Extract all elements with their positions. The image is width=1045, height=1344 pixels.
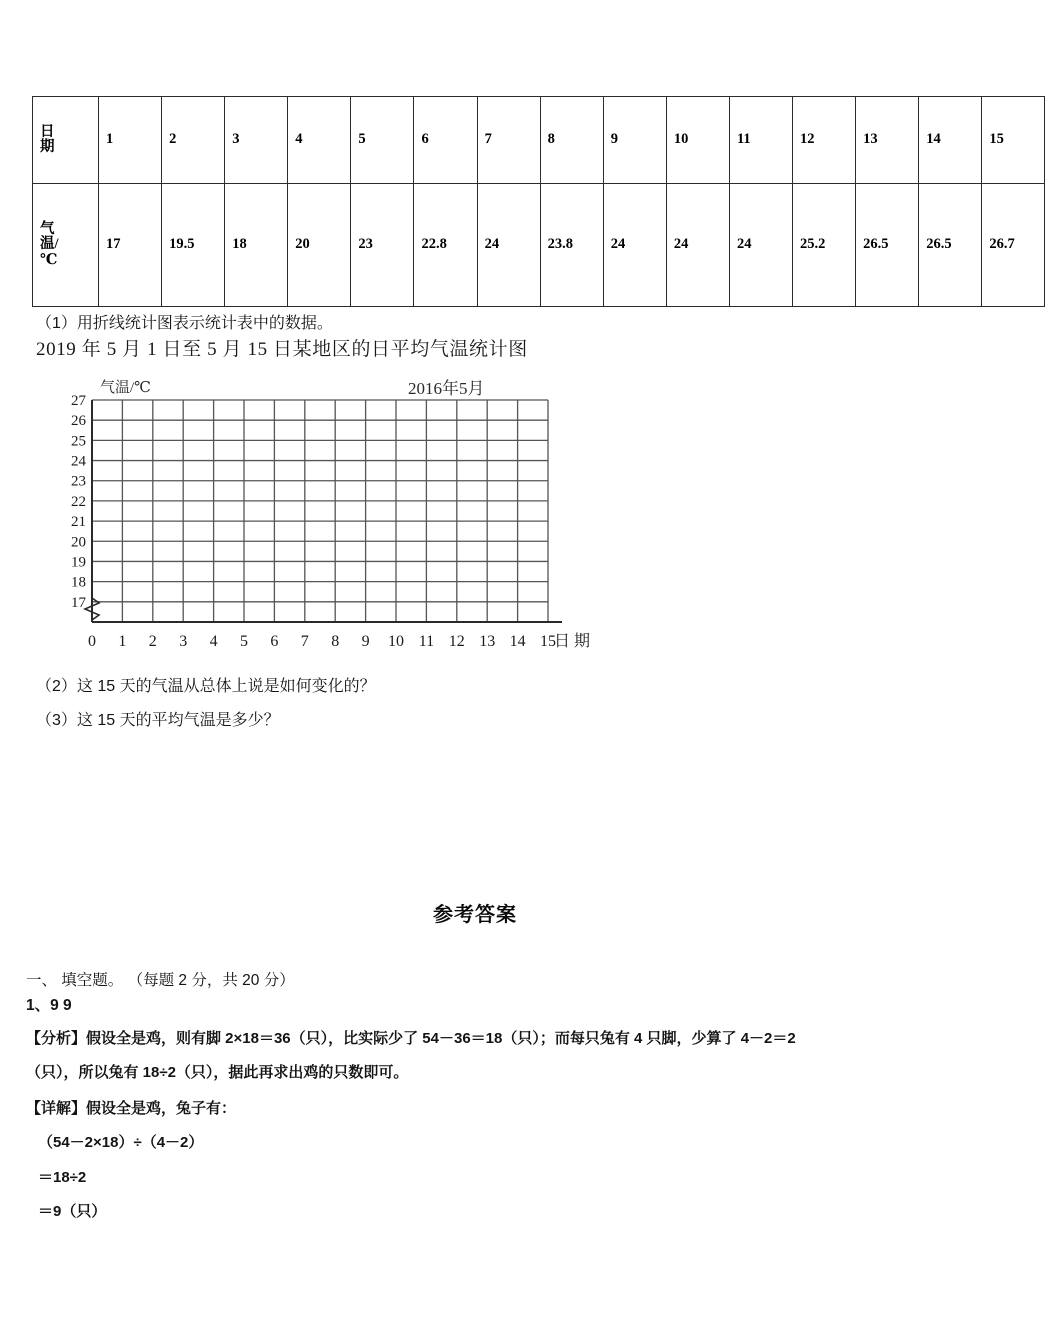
table-cell-temp: 24 [729, 184, 792, 307]
answer-section-title: 一、 填空题。 （每题 2 分，共 20 分） [26, 972, 295, 989]
table-cell-date: 6 [414, 97, 477, 184]
chart-y-tick: 23 [71, 473, 86, 490]
answer-detail-line-3: ＝9（只） [38, 1203, 107, 1220]
chart-y-tick: 26 [71, 413, 86, 430]
table-cell-date: 10 [666, 97, 729, 184]
table-cell-date: 14 [919, 97, 982, 184]
statistics-table-wrapper [32, 96, 1015, 307]
table-cell-temp: 23.8 [540, 184, 603, 307]
table-cell-temp: 24 [477, 184, 540, 307]
chart-x-tick: 14 [509, 633, 526, 650]
row-header-date-char-2: 期 [40, 139, 55, 155]
chart-x-tick: 4 [209, 633, 218, 650]
answer-analysis-line-2: （只），所以兔有 18÷2（只），据此再求出鸡的只数即可。 [26, 1064, 409, 1081]
chart-x-tick: 13 [479, 633, 496, 650]
line-chart-grid [52, 372, 592, 657]
chart-x-tick: 2 [148, 633, 157, 650]
table-cell-date: 13 [856, 97, 919, 184]
chart-y-tick: 21 [71, 514, 86, 531]
table-cell-date: 15 [982, 97, 1045, 184]
table-cell-date: 12 [793, 97, 856, 184]
chart-x-tick: 10 [388, 633, 404, 650]
table-cell-temp: 22.8 [414, 184, 477, 307]
answer-item-1: 1、9 9 [26, 997, 72, 1014]
table-cell-date: 3 [225, 97, 288, 184]
question-2-text: （2）这 15 天的气温从总体上说是如何变化的？ [36, 678, 376, 695]
table-cell-date: 5 [351, 97, 414, 184]
chart-x-tick: 11 [418, 633, 435, 650]
chart-x-tick: 12 [448, 633, 465, 650]
chart-x-tick: 9 [361, 633, 370, 650]
table-cell-temp: 24 [666, 184, 729, 307]
table-cell-temp: 23 [351, 184, 414, 307]
chart-x-tick-labels [88, 633, 556, 650]
table-cell-temp: 18 [225, 184, 288, 307]
table-cell-date: 8 [540, 97, 603, 184]
chart-gridlines [92, 400, 548, 622]
answer-detail-line-1: （54－2×18）÷（4－2） [38, 1134, 204, 1151]
table-cell-temp: 24 [603, 184, 666, 307]
table-cell-temp: 20 [288, 184, 351, 307]
question-1-text: （1）用折线统计图表示统计表中的数据。 [36, 315, 333, 332]
chart-x-tick: 8 [331, 633, 340, 650]
table-cell-temp: 19.5 [162, 184, 225, 307]
table-cell-date: 11 [729, 97, 792, 184]
row-header-date-char-1: 日 [40, 123, 55, 140]
table-cell-temp: 26.7 [982, 184, 1045, 307]
table-cell-temp: 17 [99, 184, 162, 307]
chart-y-tick: 24 [71, 453, 86, 470]
table-cell-date: 2 [162, 97, 225, 184]
table-cell-temp: 26.5 [919, 184, 982, 307]
table-row-date [33, 97, 1045, 184]
statistics-table [32, 96, 1045, 307]
row-header-temp-char-3: ℃ [40, 251, 58, 268]
chart-x-tick: 5 [240, 633, 248, 650]
answer-detail-heading: 【详解】假设全是鸡，兔子有： [26, 1100, 237, 1117]
question-3-text: （3）这 15 天的平均气温是多少？ [36, 712, 280, 729]
row-header-temp-char-2: 温/ [40, 236, 59, 253]
table-cell-temp: 25.2 [793, 184, 856, 307]
chart-svg [52, 372, 592, 657]
table-cell-date: 1 [99, 97, 162, 184]
chart-y-axis-label: 气温/℃ [100, 380, 151, 396]
chart-title: 2019 年 5 月 1 日至 5 月 15 日某地区的日平均气温统计图 [36, 339, 528, 360]
table-cell-date: 9 [603, 97, 666, 184]
table-cell-temp: 26.5 [856, 184, 919, 307]
chart-y-tick: 17 [71, 594, 86, 611]
table-cell-date: 7 [477, 97, 540, 184]
chart-y-tick-labels [71, 393, 87, 611]
answer-analysis-line-1: 【分析】假设全是鸡，则有脚 2×18＝36（只），比实际少了 54－36＝18（只）；而每只兔有 4 只脚，少算了 4－2＝2 [26, 1030, 796, 1047]
chart-y-tick: 22 [71, 493, 86, 510]
answer-key-heading: 参考答案 [433, 904, 517, 926]
chart-annotation-month: 2016年5月 [408, 379, 485, 398]
chart-y-tick: 27 [71, 393, 86, 409]
chart-y-tick: 19 [71, 554, 86, 571]
table-row-temperature [33, 184, 1045, 307]
chart-x-tick: 3 [179, 633, 188, 650]
chart-y-tick: 25 [71, 433, 86, 450]
answer-detail-line-2: ＝18÷2 [38, 1169, 87, 1186]
table-cell-date: 4 [288, 97, 351, 184]
chart-x-tick: 1 [118, 633, 127, 650]
row-header-temperature [33, 184, 99, 307]
chart-y-tick: 18 [71, 574, 86, 591]
chart-x-tick: 6 [270, 633, 279, 650]
chart-x-tick: 7 [300, 633, 309, 650]
chart-x-axis-label: 日 期 [553, 633, 591, 650]
chart-y-tick: 20 [71, 534, 86, 551]
row-header-date [33, 97, 99, 184]
chart-x-tick: 0 [88, 633, 96, 650]
chart-x-tick: 15 [540, 633, 556, 650]
row-header-temp-char-1: 气 [40, 221, 55, 238]
